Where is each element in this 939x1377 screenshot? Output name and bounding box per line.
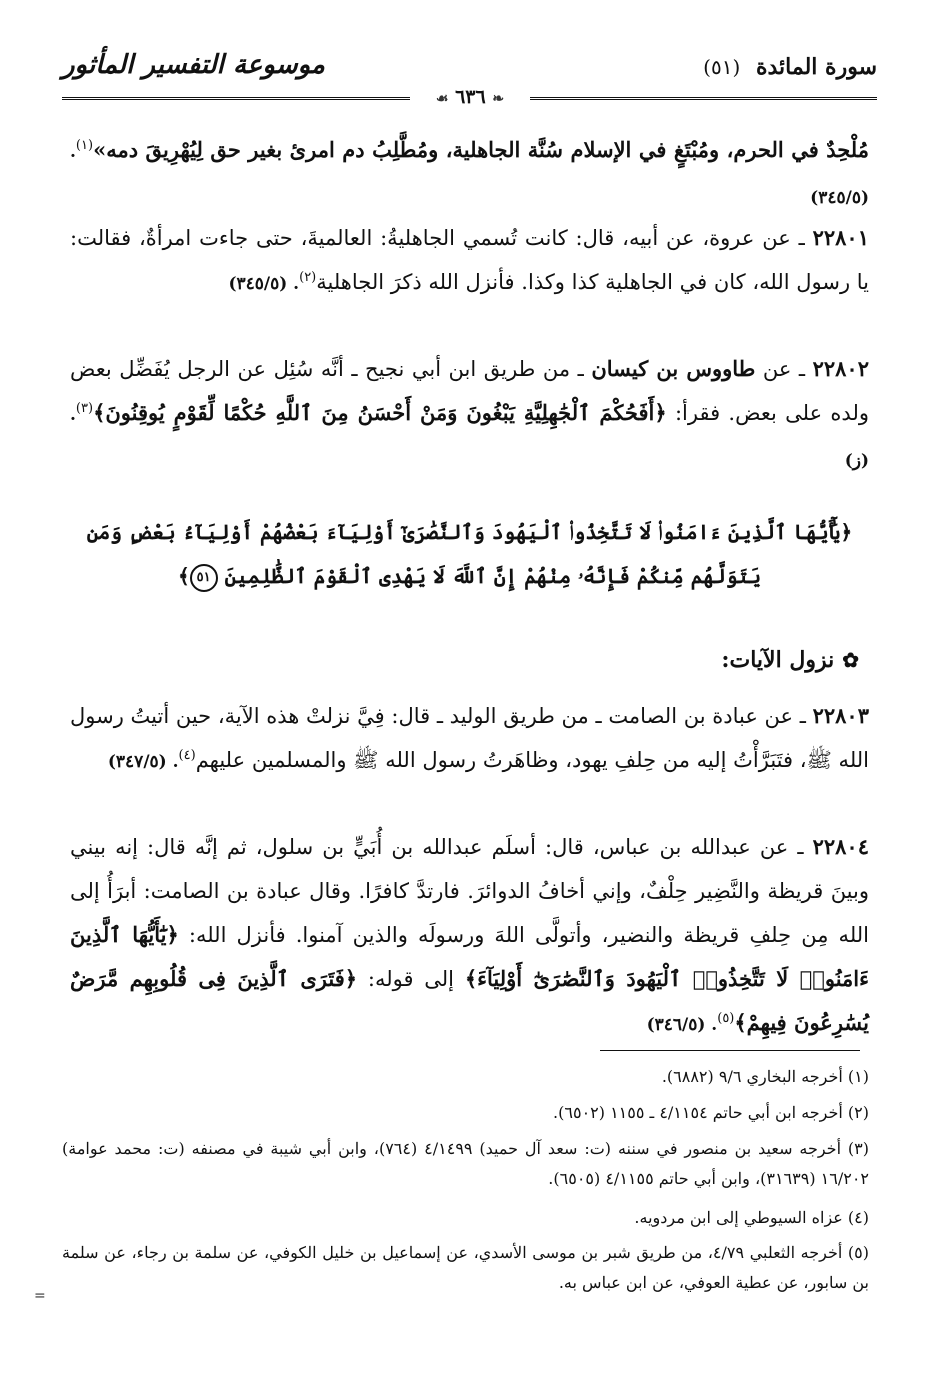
- footnote-ref[interactable]: (٢): [299, 270, 317, 285]
- footnote: (٣) أخرجه سعيد بن منصور في سننه (ت: سعد آل حميد) ٤/١٤٩٩ (٧٦٤)، وابن أبي شيبة في مصنفه (ت: محمد عوامة) ١٦/٢٠٢ (٣١٦٣٩)، وابن أبي حاتم ٤/١١٥٥ (٦٥٠٥).: [62, 1139, 870, 1188]
- page-number: [410, 86, 530, 108]
- book-title: موسوعة التفسير المأثور: [62, 50, 325, 80]
- verse-text: ﴿يَٰٓأَيُّهَا ٱلَّذِينَ ءَامَنُوا۟ لَا تَتَّخِذُوا۟ ٱلْيَهُودَ وَٱلنَّصَٰرَىٰٓ أَوْلِيَآءَ بَعْضُهُمْ أَوْلِيَآءُ بَعْضٍ وَمَن يَتَوَلَّهُم مِّنكُمْ فَإِنَّهُۥ مِنْهُمْ إِنَّ ٱللَّهَ لَا يَهْدِى ٱلْقَوْمَ ٱلظَّٰلِمِينَ: [86, 520, 853, 588]
- flower-icon: ✿: [842, 648, 859, 672]
- verse-close: ﴾: [177, 564, 190, 588]
- intro-text: مُلْحِدٌ في الحرم، ومُبْتَغٍ في الإسلام سُنَّة الجاهلية، ومُطَّلِبُ دم امرئ بغير حق لِيُهْرِيقَ دمه»: [93, 137, 869, 162]
- footnote: (٢) أخرجه ابن أبي حاتم ٤/١١٥٤ ـ ١١٥٥ (٦٥٠٢).: [553, 1103, 869, 1122]
- page-number-value: ٦٣٦: [455, 86, 486, 108]
- hadith-number: ٢٢٨٠٤: [812, 834, 869, 859]
- hadith-number: ٢٢٨٠١: [812, 225, 869, 250]
- hadith-paragraph: [70, 216, 869, 306]
- narrator-name: طاووس بن كيسان: [591, 356, 756, 381]
- sura-title: [703, 54, 877, 80]
- sura-number: (٥١): [703, 55, 741, 79]
- sura-name: سورة المائدة: [755, 54, 877, 80]
- source-ref: . (٣٤٦/٥): [646, 1015, 718, 1035]
- ornament-icon: ☙: [435, 91, 449, 107]
- margin-mark: =: [34, 1288, 46, 1304]
- hadith-text: ـ من طريق ابن أبي نجيح ـ أنَّه سُئِل عن الرجل يُفَضِّل بعض ولده على بعض. فقرأ:: [70, 357, 869, 425]
- quran-quote: ﴿فَتَرَى ٱلَّذِينَ فِى قُلُوبِهِم مَّرَضٌ يُسَٰرِعُونَ فِيهِمْ﴾: [70, 966, 869, 1035]
- intro-paragraph: [70, 128, 869, 220]
- hadith-text: ـ عن: [755, 357, 813, 381]
- hadith-paragraph: [70, 825, 869, 1047]
- section-heading-text: نزول الآيات:: [721, 647, 835, 673]
- source-ref: . (٣٤٥/٥): [70, 142, 869, 208]
- footnote: (١) أخرجه البخاري ٩/٦ (٦٨٨٢).: [661, 1067, 869, 1086]
- hadith-text: ـ عن عروة، عن أبيه، قال: كانت تُسمي الجاهليةُ: العالميةَ، حتى جاءت امرأةٌ، فقالت: يا رسول الله، كان في الجاهلية كذا وكذا. فأنزل الله ذكرَ الجاهلية: [70, 226, 869, 294]
- hadith-paragraph: [70, 347, 869, 483]
- verse-number: ٥١: [190, 564, 218, 592]
- source-ref: . (ز): [70, 405, 869, 471]
- quran-verse: [70, 510, 869, 598]
- hadith-text: ـ عن عبدالله بن عباس، قال: أسلَم عبدالله بن أُبَيٍّ بن سلول، ثم إنَّه قال: إنه بيني وبينَ قريظة والنَّضِير حِلْفٌ، وإني أخافُ الدوائرَ. فارتدَّ كافرًا. وقال عبادة بن الصامت: أبرَأُ إلى الله مِن حِلفِ قريظة والنضير، وأتولَّى اللهَ ورسولَه والذين آمنوا. فأنزل الله:: [70, 835, 869, 947]
- footnote: (٥) أخرجه الثعلبي ٤/٧٩، من طريق شبر بن موسى الأسدي، عن إسماعيل بن خليل الكوفي، عن سلمة بن رجاء، عن سلمة بن سابور، عن عطية العوفي، عن ابن عباس به.: [62, 1243, 869, 1292]
- hadith-text: ـ عن عبادة بن الصامت ـ من طريق الوليد ـ قال: فِيَّ نزلتْ هذه الآية، حين أتيتُ رسول الله ﷺ، فتَبَرَّأْتُ إليه من حِلفِ يهود، وظاهَرتُ رسول الله ﷺ والمسلمين عليهم: [70, 704, 869, 772]
- section-heading: [721, 647, 859, 673]
- hadith-text: إلى قوله:: [357, 967, 465, 991]
- ornament-icon: ❧: [492, 91, 505, 107]
- footnote-ref[interactable]: (٤): [178, 748, 196, 763]
- quran-quote: ﴿أَفَحُكْمَ ٱلْجَٰهِلِيَّةِ يَبْغُونَ وَمَنْ أَحْسَنُ مِنَ ٱللَّهِ حُكْمًا لِّقَوْمٍ يُوقِنُونَ﴾: [93, 400, 667, 425]
- hadith-number: ٢٢٨٠٣: [812, 703, 869, 728]
- hadith-number: ٢٢٨٠٢: [812, 356, 869, 381]
- footnote-ref[interactable]: (٣): [75, 401, 94, 416]
- hadith-paragraph: [70, 694, 869, 784]
- footnote: (٤) عزاه السيوطي إلى ابن مردويه.: [634, 1208, 869, 1227]
- quran-quote: ﴿يَٰٓأَيُّهَا ٱلَّذِينَ ءَامَنُوا۟ لَا تَتَّخِذُوا۟ ٱلْيَهُودَ وَٱلنَّصَٰرَىٰٓ أَوْلِيَآءَ﴾: [70, 922, 869, 991]
- source-ref: . (٣٤٧/٥): [107, 752, 179, 772]
- footnote-ref[interactable]: (٥): [717, 1011, 735, 1026]
- footnote-rule: [600, 1050, 860, 1051]
- footnote-ref[interactable]: (١): [75, 138, 94, 153]
- source-ref: . (٣٤٥/٥): [228, 274, 300, 294]
